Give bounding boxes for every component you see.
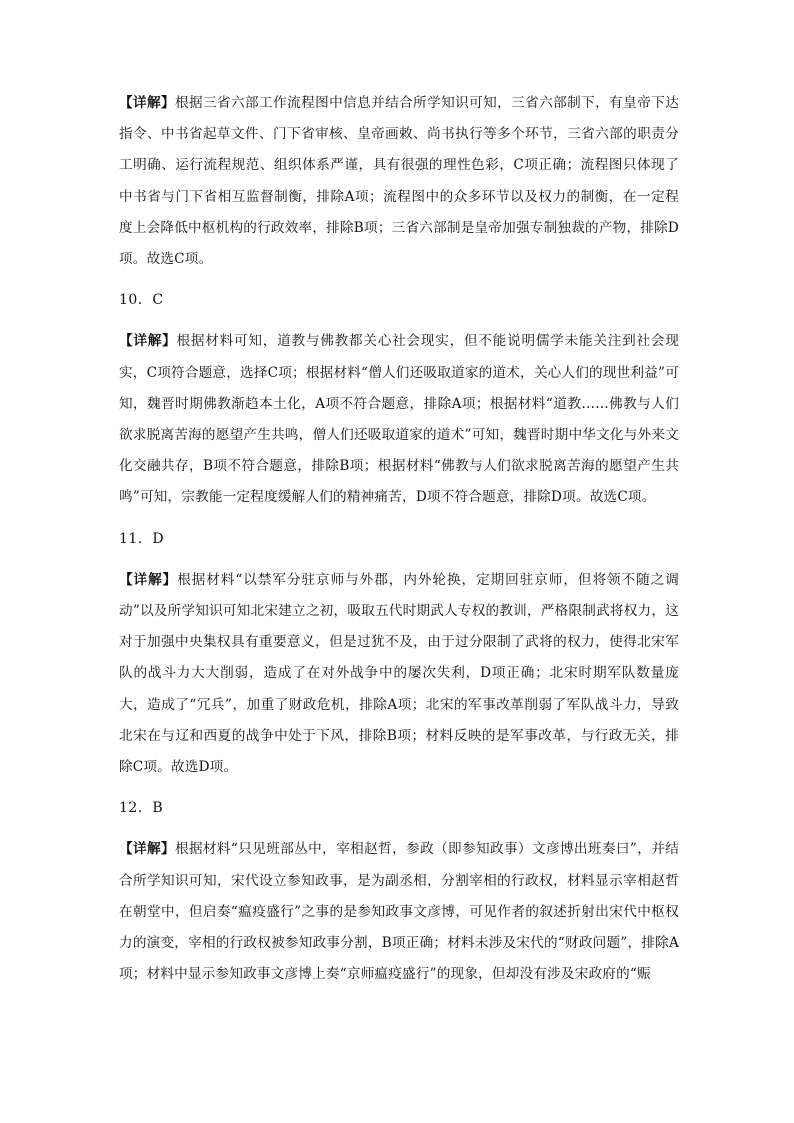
explanation-label: 【详解】 bbox=[119, 841, 175, 858]
answer-11: 11．D bbox=[119, 530, 165, 547]
explanation-label: 【详解】 bbox=[119, 333, 177, 350]
explanation-label: 【详解】 bbox=[119, 571, 178, 588]
explanation-text: 根据材料“以禁军分驻京师与外郡，内外轮换，定期回驻京师，但将领不随之调动”以及所学知识可知北宋建立之初，吸取五代时期武人专权的教训，严格限制武将权力，这对于加强中央集权具有重要意义，但是过犹不及，由于过分限制了武将的权力，使得北宋军队的战斗力大大削弱，造成了在对外战争中的屡次失利，D项正确；北宋时期军队数量庞大，造成了“冗兵”，加重了财政危机，排除A项；北宋的军事改革削弱了军队战斗力，导致北宋在与辽和西夏的战争中处于下风，排除B项；材料反映的是军事改革，与行政无关，排除C项。故选D项。 bbox=[119, 571, 679, 776]
answer-12: 12．B bbox=[119, 800, 164, 817]
explanation-text: 根据材料可知，道教与佛教都关心社会现实，但不能说明儒学未能关注到社会现实，C项符合题意，选择C项；根据材料“僧人们还吸取道家的道术，关心人们的现世利益”可知，魏晋时期佛教渐趋本土化，A项不符合题意，排除A项；根据材料“道教……佛教与人们欲求脱离苦海的愿望产生共鸣，僧人们还吸取道家的道术”可知，魏晋时期中华文化与外来文化交融共存，B项不符合题意，排除B项；根据材料“佛教与人们欲求脱离苦海的愿望产生共鸣”可知，宗教能一定程度缓解人们的精神痛苦，D项不符合题意，排除D项。故选C项。 bbox=[119, 333, 679, 506]
answer-10: 10．C bbox=[119, 292, 164, 309]
explanation-12 bbox=[119, 834, 679, 990]
explanation-10 bbox=[119, 326, 679, 513]
explanation-label: 【详解】 bbox=[119, 95, 176, 111]
document-page bbox=[119, 88, 679, 990]
explanation-9 bbox=[119, 88, 679, 275]
explanation-text: 根据三省六部工作流程图中信息并结合所学知识可知，三省六部制下，有皇帝下达指令、中书省起草文件、门下省审核、皇帝画敕、尚书执行等多个环节，三省六部的职责分工明确、运行流程规范、组织体系严谨，具有很强的理性色彩，C项正确；流程图只体现了中书省与门下省相互监督制衡，排除A项；流程图中的众多环节以及权力的制衡，在一定程度上会降低中枢机构的行政效率，排除B项；三省六部制是皇帝加强专制独裁的产物，排除D项。故选C项。 bbox=[119, 95, 679, 268]
explanation-text: 根据材料“只见班部丛中，宰相赵哲，参政（即参知政事）文彦博出班奏曰”，并结合所学知识可知，宋代设立参知政事，是为副丞相，分割宰相的行政权，材料显示宰相赵哲在朝堂中，但启奏“瘟疫盛行”之事的是参知政事文彦博，可见作者的叙述折射出宋代中枢权力的演变，宰相的行政权被参知政事分割，B项正确；材料未涉及宋代的“财政问题”，排除A项；材料中显示参知政事文彦博上奏“京师瘟疫盛行”的现象，但却没有涉及宋政府的“赈 bbox=[119, 841, 679, 983]
explanation-11 bbox=[119, 565, 679, 783]
